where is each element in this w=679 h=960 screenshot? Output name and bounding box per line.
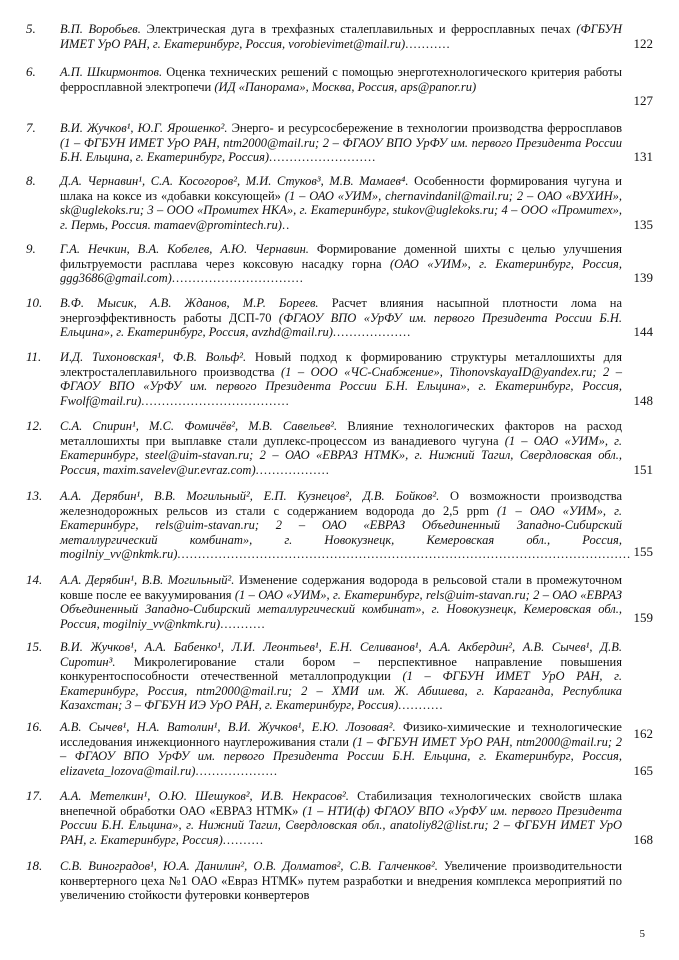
entry-text xyxy=(60,573,622,631)
entry-authors: И.Д. Тихоновская¹, Ф.В. Вольф². xyxy=(60,350,247,364)
entry-page-number: 168 xyxy=(633,832,653,847)
entry-affiliation: (1 – ОАО «УИМ», г. Екатеринбург, steel@uim-stavan.ru; 2 – ОАО «ЕВРАЗ НТМК», г. Нижний Тагил, Свердловская обл., Россия, maxim.savelev@ur.evraz.com) xyxy=(60,433,622,477)
entry-title: Электрическая дуга в трехфазных сталеплавильных и ферросплавных печах xyxy=(140,22,571,36)
entry-affiliation: (1 – ООО «ЧС-Снабжение», TihonovskayaID@yandex.ru; 2 – ФГАОУ ВПО «УрФУ им. первого Президента России Б.Н. Ельцина», г. Екатеринбург, Россия, Fwolf@mail.ru) xyxy=(60,364,622,408)
entry-title: Изменение содержания водорода в рельсовой стали в промежуточном ковше после ее вакуумирования xyxy=(60,573,622,602)
entry-text xyxy=(60,789,622,847)
entry-authors: В.П. Воробьев. xyxy=(60,22,141,36)
entry-title: Новый подход к формированию структуры металлошихты для электросталеплавильного производства xyxy=(60,350,622,379)
entry-number: 11. xyxy=(26,349,42,364)
entry-title: Физико-химические и технологические исследования инжекционного науглероживания стали xyxy=(60,720,622,749)
leader-dots: ........... xyxy=(398,698,444,713)
entry-number: 9. xyxy=(26,241,36,256)
leader-dots: ........... xyxy=(405,36,451,51)
entry-affiliation: (1 – НТИ(ф) ФГАОУ ВПО «УрФУ им. первого Президента России Б.Н. Ельцина», г. Нижний Тагил, Свердловская обл., anatoliy82@list.ru; 2 – ФГБУН ИМЕТ УрО РАН, г. Екатеринбург, Россия) xyxy=(60,803,622,847)
entry-text xyxy=(60,296,622,340)
entry-title: Энерго- и ресурсосбережение в технологии производства ферросплавов xyxy=(227,121,622,135)
entry-number: 15. xyxy=(26,639,43,654)
entry-title: О возможности производства железнодорожных рельсов из стали с содержанием водорода до 2,5 ppm xyxy=(60,489,622,518)
page-folio-number: 5 xyxy=(639,928,645,940)
entry-number: 8. xyxy=(26,173,36,188)
entry-page-number: 148 xyxy=(633,393,653,408)
entry-number: 18. xyxy=(26,858,43,873)
entry-title: Оценка технических решений с помощью энерготехнологического критерия работы ферросплавной электропечи xyxy=(60,65,623,94)
entry-text xyxy=(60,65,622,94)
entry-title: Влияние технологических факторов на расход металлошихты при выплавке стали дуплекс-процессом из ванадиевого чугуна xyxy=(60,419,622,448)
entry-page-number: 131 xyxy=(633,149,653,164)
entry-number: 17. xyxy=(26,788,43,803)
entry-page-number: 151 xyxy=(633,462,653,477)
entry-number: 16. xyxy=(26,719,43,734)
entry-number: 12. xyxy=(26,418,43,433)
entry-text xyxy=(60,121,622,165)
entry-affiliation: (ИД «Панорама», Москва, Россия, aps@panor.ru) xyxy=(211,79,477,94)
entry-title: Особенности формирования чугуна и шлака на коксе из «добавки коксующей» xyxy=(60,174,622,203)
entry-affiliation: (1 – ОАО «УИМ», chernavindanil@mail.ru; 2 – ОАО «ВУХИН», sk@uglekoks.ru; 3 – ООО «Промитех НКА», г. Екатеринбург, stukov@uglekoks.ru; 4 – ООО «Промитех», г. Пермь, Россия. mamaev@promintech.ru) xyxy=(60,188,622,232)
entry-authors: Д.А. Чернавин¹, С.А. Косогоров², М.И. Стуков³, М.В. Мамаев⁴. xyxy=(60,174,409,188)
entry-affiliation: (ФГБУН ИМЕТ УрО РАН, г. Екатеринбург, Россия, vorobievimet@mail.ru) xyxy=(60,22,622,51)
entry-text xyxy=(60,22,622,51)
entry-page-number: 162 xyxy=(633,726,653,741)
entry-authors: С.В. Виноградов¹, Ю.А. Данилин², О.В. Долматов², С.В. Галченков². xyxy=(60,859,438,873)
leader-dots: .......... xyxy=(222,832,264,847)
leader-dots: .................... xyxy=(195,763,278,778)
entry-page-number: 165 xyxy=(633,763,653,778)
entry-text xyxy=(60,640,622,713)
leader-dots: ................................ xyxy=(171,271,304,286)
entry-page-number: 139 xyxy=(633,270,653,285)
entry-page-number: 144 xyxy=(633,324,653,339)
entry-page-number: 127 xyxy=(633,93,653,108)
leader-dots: .................................... xyxy=(141,393,290,408)
entry-number: 13. xyxy=(26,488,43,503)
entry-title: Стабилизация технологических свойств шлака внепечной обработки ОАО «ЕВРАЗ НТМК» xyxy=(60,789,622,818)
entry-affiliation: (1 – ФГБУН ИМЕТ УрО РАН, ntm2000@mail.ru; 2 – ФГАОУ ВПО УрФУ им. первого Президента России Б.Н. Ельцина, г. Екатеринбург, Россия) xyxy=(60,135,622,165)
entry-number: 5. xyxy=(26,21,36,36)
entry-affiliation: (1 – ФГБУН ИМЕТ УрО РАН, г. Екатеринбург, Россия, ntm2000@mail.ru; 2 – ХМИ им. Ж. Абишева, г. Караганда, Республика Казахстан; 3 – ФГБУН ИЭ УрО РАН, г. Екатеринбург, Россия) xyxy=(60,669,622,713)
entry-title: Формирование доменной шихты с целью улучшения фильтруемости расплава через коксовую насадку горна xyxy=(60,242,622,271)
entry-authors: А.А. Дерябин¹, В.В. Могильный². xyxy=(60,573,235,587)
entry-title: Увеличение производительности конвертерного цеха №1 ОАО «Евраз НТМК» путем разработки и внедрения комплекса мероприятий по увеличению стойкости футеровки конвертеров xyxy=(60,859,622,903)
entry-page-number: 135 xyxy=(633,217,653,232)
entry-affiliation: (1 – ОАО «УИМ», г. Екатеринбург, rels@uim-stavan.ru; 2 – ОАО «ЕВРАЗ Объединенный Западно-Сибирский металлургический комбинат», г. Новокузнецк, Кемеровская обл., Россия, mogilniy_vv@nkmk.ru) xyxy=(60,503,622,562)
entry-title: Микролегирование стали бором – перспективное направление повышения конкурентоспособности отечественной металлопродукции xyxy=(60,654,622,684)
entry-number: 6. xyxy=(26,64,36,79)
entry-authors: В.Ф. Мысик, А.В. Жданов, М.Р. Бореев. xyxy=(60,296,319,310)
entry-authors: А.П. Шкирмонтов. xyxy=(60,65,163,79)
entry-authors: А.А. Дерябин¹, В.В. Могильный², Е.П. Кузнецов², Д.В. Бойков². xyxy=(60,489,440,503)
entry-number: 10. xyxy=(26,295,43,310)
entry-text xyxy=(60,174,622,232)
leader-dots: .. xyxy=(281,217,291,232)
entry-text xyxy=(60,350,622,408)
entry-number: 14. xyxy=(26,572,43,587)
leader-dots: ........... xyxy=(220,616,266,631)
entry-number: 7. xyxy=(26,120,36,135)
entry-page-number: 159 xyxy=(633,610,653,625)
leader-dots: .............................................................................................................. xyxy=(177,547,632,562)
entry-title: Расчет влияния насыпной плотности лома на энергоэффективность работы ДСП-70 xyxy=(60,296,622,325)
entry-text xyxy=(60,720,622,778)
leader-dots: .................. xyxy=(255,462,330,477)
entry-authors: В.И. Жучков¹, А.А. Бабенко¹, Л.И. Леонтьев¹, Е.Н. Селиванов¹, А.А. Акбердин², А.В. Сычев¹, Д.В. Сиротин³. xyxy=(60,640,622,669)
leader-dots: .......................... xyxy=(269,150,377,165)
entry-text xyxy=(60,489,632,562)
entry-affiliation: (1 – ОАО «УИМ», г. Екатеринбург, rels@uim-stavan.ru; 2 – ОАО «ЕВРАЗ Объединенный Западно-Сибирский металлургический комбинат», г. Новокузнецк, Кемеровская обл., Россия, mogilniy_vv@nkmk.ru) xyxy=(60,587,622,631)
entry-text xyxy=(60,859,622,903)
entry-text xyxy=(60,419,622,477)
entry-authors: А.В. Сычев¹, Н.А. Ватолин¹, В.И. Жучков¹, Е.Ю. Лозовая². xyxy=(60,720,396,734)
entry-affiliation: (ФГАОУ ВПО «УрФУ им. первого Президента России Б.Н. Ельцина», г. Екатеринбург, Россия, avzhd@mail.ru) xyxy=(60,310,623,340)
entry-affiliation: (ОАО «УИМ», г. Екатеринбург, Россия, ggg3686@gmail.com) xyxy=(60,256,622,286)
entry-authors: С.А. Спирин¹, М.С. Фомичёв², М.В. Савельев². xyxy=(60,419,338,433)
leader-dots: ................... xyxy=(332,325,412,340)
entry-page-number: 155 xyxy=(633,544,653,559)
entry-authors: А.А. Метелкин¹, О.Ю. Шешуков², И.В. Некрасов². xyxy=(60,789,349,803)
entry-page-number: 122 xyxy=(633,36,653,51)
entry-authors: Г.А. Нечкин, В.А. Кобелев, А.Ю. Чернавин. xyxy=(60,242,309,256)
entry-text xyxy=(60,242,622,286)
entry-authors: В.И. Жучков¹, Ю.Г. Ярошенко². xyxy=(60,121,228,135)
entry-affiliation: (1 – ФГБУН ИМЕТ УрО РАН, ntm2000@mail.ru; 2 – ФГАОУ ВПО УрФУ им. первого Президента России Б.Н. Ельцина, г. Екатеринбург, Россия, elizaveta_lozova@mail.ru) xyxy=(60,734,622,778)
